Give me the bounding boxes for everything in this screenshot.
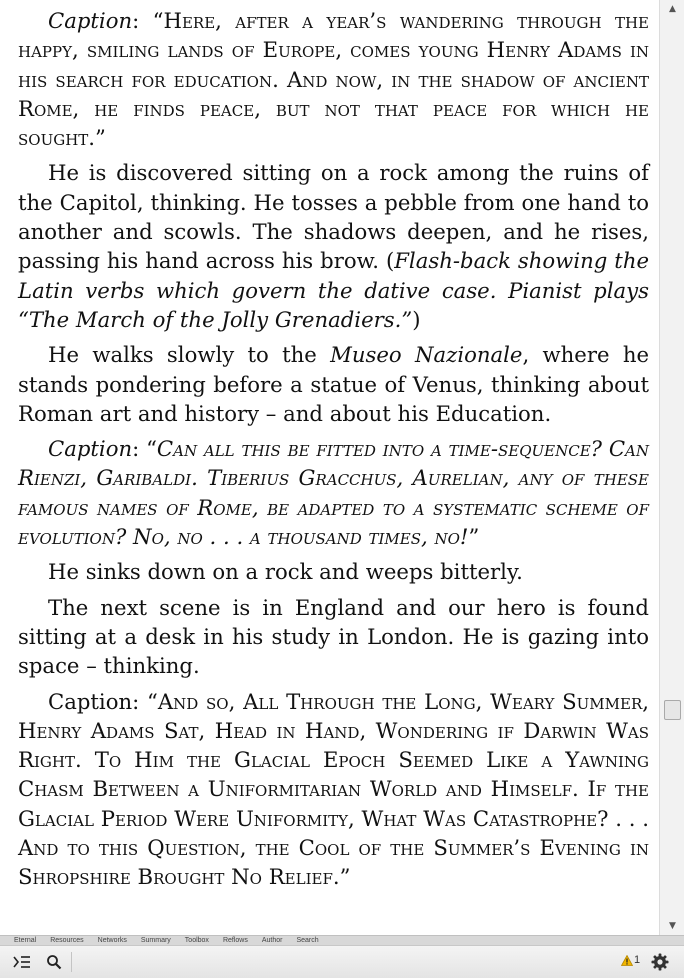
paragraph-text-segment: : “ <box>132 8 164 33</box>
paragraph <box>18 687 649 892</box>
paragraph-text-segment: ) <box>412 306 421 332</box>
paragraph-text-segment: Caption <box>48 8 133 33</box>
paragraph-text-segment: ” <box>95 125 106 151</box>
paragraph-text-segment: He walks slowly to the <box>48 342 331 368</box>
warning-icon <box>621 955 633 966</box>
tab-item[interactable]: Author <box>261 937 283 944</box>
tab-item[interactable]: Resources <box>50 937 84 944</box>
scroll-up-arrow-icon[interactable]: ▲ <box>669 4 676 14</box>
gear-icon[interactable] <box>648 950 672 974</box>
scrollbar-thumb[interactable] <box>664 700 681 720</box>
warning-indicator[interactable] <box>621 954 640 966</box>
paragraph-text-segment: Caption: “ <box>48 688 158 714</box>
status-separator <box>71 952 72 972</box>
paragraph-text-segment: , where he stands pondering before a statue of Venus, thinking about Roman art and history – and about his Education. <box>18 342 650 426</box>
paragraph-text-segment: ” <box>339 864 351 890</box>
tab-item[interactable]: Search <box>296 937 319 944</box>
status-bar <box>0 945 684 978</box>
bottom-tabstrip <box>0 935 684 945</box>
paragraph-text-segment: Here, after a year’s wandering through the happy, smiling lands of Europe, comes young Henry Adams in his search for education. And now, in the shadow of ancient Rome, he finds peace, but not that peace for which he sought. <box>18 8 649 151</box>
paragraph-text-segment: Flash-back showing the Latin verbs which govern the dative case. Pianist plays “The March of the Jolly Grenadiers.” <box>18 248 650 332</box>
paragraph <box>18 593 649 681</box>
paragraph-text-segment: He is discovered sitting on a rock among the ruins of the Capitol, thinking. He tosses a pebble from one hand to another and scowls. The shadows deepen, and he rises, passing his hand across his brow. ( <box>18 160 649 274</box>
paragraph-text-segment: Can all this be fitted into a time-sequence? Can Rienzi, Garibaldi. Tiberius Gracchus, Aurelian, any of these famous names of Rome, be adapted to a systematic scheme of evolution? No, no . . . a thousand times, no! <box>18 436 649 550</box>
paragraph-text-segment: : “ <box>132 436 157 462</box>
paragraph-text-segment: And so, All Through the Long, Weary Summer, Henry Adams Sat, Head in Hand, Wondering if Darwin Was Right. To Him the Glacial Epoch Seemed Like a Yawning Chasm Between a Uniformitarian World and Himself. If the Glacial Period Were Uniformity, What Was Catastrophe? . . . And to this Question, the Cool of the Summer’s Evening in Shropshire Brought No Relief. <box>18 688 649 890</box>
vertical-scrollbar[interactable] <box>659 0 684 935</box>
paragraph-text-segment: Caption <box>48 436 133 462</box>
paragraph <box>18 557 649 586</box>
table-of-contents-icon[interactable] <box>10 950 34 974</box>
tab-item[interactable]: Summary <box>140 937 171 944</box>
paragraph-text-segment: He sinks down on a rock and weeps bitterly. <box>48 559 523 585</box>
paragraph <box>18 158 649 334</box>
tab-item[interactable]: Eternal <box>14 937 37 944</box>
warning-count: 1 <box>634 954 641 966</box>
tab-item[interactable]: Networks <box>97 937 127 944</box>
paragraph-text-segment: ” <box>468 524 480 550</box>
tab-item[interactable]: Reflows <box>222 937 248 944</box>
paragraph-text-segment: Museo Nazionale <box>330 342 523 368</box>
scroll-down-arrow-icon[interactable]: ▼ <box>669 921 676 931</box>
paragraph <box>18 434 649 551</box>
search-icon[interactable] <box>42 950 66 974</box>
paragraph <box>18 340 649 428</box>
paragraph-text-segment: The next scene is in England and our hero is found sitting at a desk in his study in London. He is gazing into space – thinking. <box>18 594 649 679</box>
paragraph <box>18 6 649 152</box>
tab-item[interactable]: Toolbox <box>184 937 209 944</box>
